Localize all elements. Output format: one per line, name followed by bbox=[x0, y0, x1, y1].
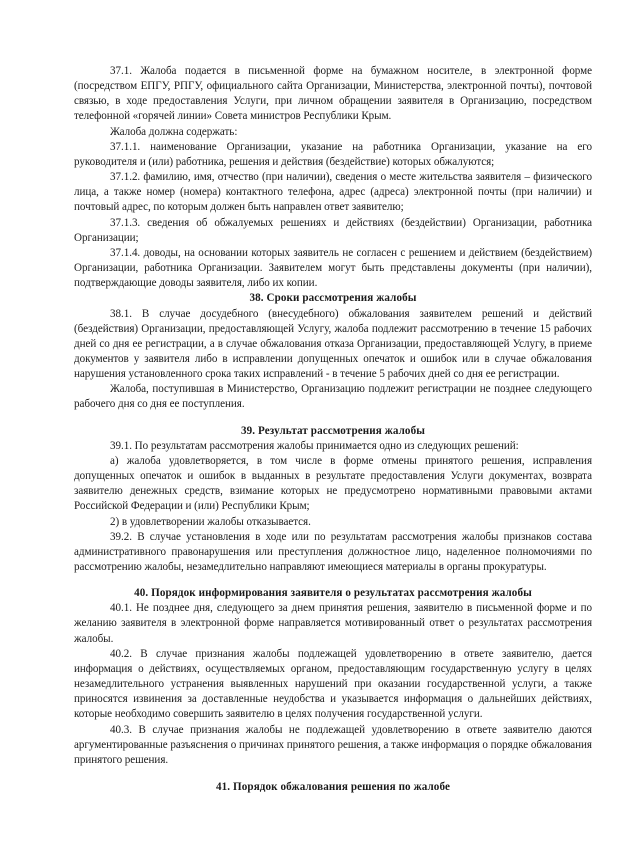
paragraph-40-1: 40.1. Не позднее дня, следующего за днем принятия решения, заявителю в письменной форме и по желанию заявителя в электронной форме направляется мотивированный ответ о результатах рассмотрения жалобы. bbox=[74, 602, 592, 645]
paragraph-39-1-2: 2) в удовлетворении жалобы отказывается. bbox=[110, 515, 311, 528]
paragraph-37-1-1: 37.1.1. наименование Организации, указание на работника Организации, указание на его руководителя и (или) работника, решения и действия (бездействие) которых обжалуются; bbox=[74, 140, 592, 168]
paragraph-37-1-4: 37.1.4. доводы, на основании которых заявитель не согласен с решением и действием (бездействием) Организации, работника Организации. Заявителем могут быть представлены документы (при наличии), подтверждающие доводы заявителя, либо их копии. bbox=[74, 246, 592, 290]
paragraph-38-1: 38.1. В случае досудебного (внесудебного) обжалования заявителем решений и действий (бездействия) Организации, предоставляющей Услугу, жалоба подлежит рассмотрению в течение 15 рабочих дней со дня ее регистрации, а в случае обжалования отказа Организации, предоставляющей Услугу, в приеме документов у заявителя либо в исправлении допущенных опечаток и ошибок или в случае обжалования нарушения установленного срока таких исправлений - в течение 5 рабочих дней со дня ее регистрации. bbox=[74, 307, 592, 381]
paragraph-39-2: 39.2. В случае установления в ходе или по результатам рассмотрения жалобы признаков состава административного правонарушения или преступления должностное лицо, наделенное полномочиями по рассмотрению жалобы, незамедлительно направляют имеющиеся материалы в органы прокуратуры. bbox=[74, 530, 592, 573]
paragraph-37-1: 37.1. Жалоба подается в письменной форме на бумажном носителе, в электронной форме (посредством ЕПГУ, РПГУ, официального сайта Организации, Министерства, электронной почты), почтовой связью, в ходе предоставления Услуги, при личном обращении заявителя в Организацию, посредством телефонной «горячей линии» Совета министров Республики Крым. bbox=[74, 65, 592, 123]
section-spacer bbox=[74, 768, 592, 780]
heading-section-41: 41. Порядок обжалования решения по жалобе bbox=[216, 781, 450, 794]
heading-section-40: 40. Порядок информирования заявителя о результатах рассмотрения жалобы bbox=[134, 587, 532, 600]
paragraph-40-2: 40.2. В случае признания жалобы подлежащей удовлетворению в ответе заявителю, дается информация о действиях, осуществляемых органом, предоставляющим государственную услугу в целях незамедлительного устранения выявленных нарушений при оказании государственной услуги, а также приносятся извинения за доставленные неудобства и указывается информация о дальнейших действиях, которые необходимо совершить заявителю в целях получения государственной услуги. bbox=[74, 647, 592, 721]
section-spacer bbox=[74, 413, 592, 424]
paragraph-40-3: 40.3. В случае признания жалобы не подлежащей удовлетворению в ответе заявителю даются аргументированные разъяснения о причинах принятого решения, а также информация о порядке обжалования принятого решения. bbox=[74, 723, 592, 766]
heading-section-39: 39. Результат рассмотрения жалобы bbox=[240, 424, 425, 437]
paragraph-complaint-contents: Жалоба должна содержать: bbox=[110, 125, 238, 138]
paragraph-39-1-a: а) жалоба удовлетворяется, в том числе в форме отмены принятого решения, исправления допущенных опечаток и ошибок в выданных в результате предоставления Услуги документах, возврата заявителю денежных средств, взимание которых не предусмотрено нормативными правовыми актами Российской Федерации и (или) Республики Крым; bbox=[74, 454, 592, 513]
paragraph-37-1-3: 37.1.3. сведения об обжалуемых решениях и действиях (бездействии) Организации, работника Организации; bbox=[74, 216, 592, 244]
document-page bbox=[74, 64, 592, 795]
section-spacer bbox=[74, 575, 592, 586]
paragraph-38-registration: Жалоба, поступившая в Министерство, Организацию подлежит регистрации не позднее следующего рабочего дня со дня ее поступления. bbox=[74, 383, 592, 411]
paragraph-39-1: 39.1. По результатам рассмотрения жалобы принимается одно из следующих решений: bbox=[110, 439, 519, 452]
paragraph-37-1-2: 37.1.2. фамилию, имя, отчество (при наличии), сведения о месте жительства заявителя – физического лица, а также номер (номера) контактного телефона, адрес (адреса) электронной почты (при наличии) и почтовый адрес, по которым должен быть направлен ответ заявителю; bbox=[74, 171, 592, 214]
heading-section-38: 38. Сроки рассмотрения жалобы bbox=[249, 292, 417, 305]
